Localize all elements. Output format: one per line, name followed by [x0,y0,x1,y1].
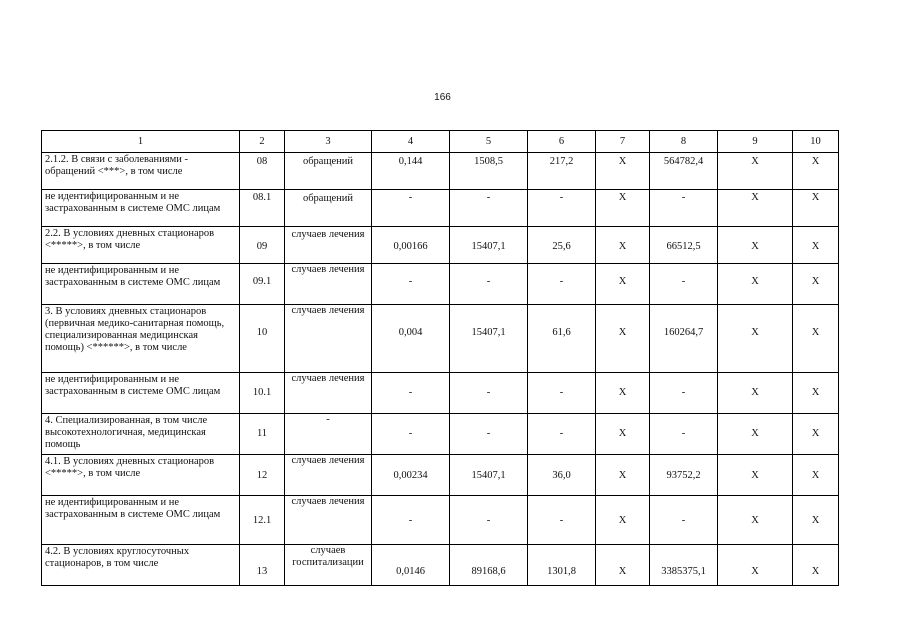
value-cell: 61,6 [528,305,596,373]
value-cell: X [793,190,839,227]
row-label-cell: 4. Специализированная, в том числе высокотехнологичная, медицинская помощь [42,414,240,455]
table-row [42,455,839,496]
unit-cell: случаев лечения [285,455,372,496]
unit-cell: случаев лечения [285,305,372,373]
value-cell: 217,2 [528,153,596,190]
value-cell: 0,00166 [372,227,450,264]
value-cell: X [596,264,650,305]
value-cell: - [650,414,718,455]
unit-cell: - [285,414,372,455]
column-header-5: 5 [450,131,528,153]
value-cell: X [793,455,839,496]
value-cell: 0,00234 [372,455,450,496]
value-cell: X [718,227,793,264]
value-cell: 1508,5 [450,153,528,190]
column-header-7: 7 [596,131,650,153]
value-cell: X [596,414,650,455]
row-label-cell: не идентифицированным и не застрахованным в системе ОМС лицам [42,264,240,305]
value-cell: X [718,264,793,305]
row-code-cell: 10 [240,305,285,373]
value-cell: X [793,227,839,264]
table-row [42,153,839,190]
value-cell: X [596,305,650,373]
unit-cell: случаев лечения [285,264,372,305]
column-header-1: 1 [42,131,240,153]
value-cell: X [718,305,793,373]
value-cell: 25,6 [528,227,596,264]
value-cell: - [372,373,450,414]
value-cell: - [650,496,718,545]
value-cell: 564782,4 [650,153,718,190]
value-cell: X [596,153,650,190]
unit-cell: обращений [285,190,372,227]
value-cell: - [650,373,718,414]
page-number: 166 [434,92,451,103]
row-code-cell: 12 [240,455,285,496]
value-cell: X [793,153,839,190]
value-cell: 0,144 [372,153,450,190]
value-cell: - [450,496,528,545]
value-cell: X [718,455,793,496]
value-cell: 15407,1 [450,227,528,264]
value-cell: X [596,545,650,586]
data-table [41,130,839,586]
column-header-8: 8 [650,131,718,153]
table-row [42,264,839,305]
unit-cell: обращений [285,153,372,190]
table-row [42,227,839,264]
value-cell: - [528,496,596,545]
table-row [42,305,839,373]
value-cell: 15407,1 [450,455,528,496]
row-code-cell: 10.1 [240,373,285,414]
column-header-4: 4 [372,131,450,153]
value-cell: X [718,414,793,455]
row-code-cell: 11 [240,414,285,455]
unit-cell: случаев лечения [285,373,372,414]
value-cell: X [596,455,650,496]
value-cell: X [793,373,839,414]
value-cell: - [372,264,450,305]
value-cell: 89168,6 [450,545,528,586]
value-cell: X [718,373,793,414]
value-cell: - [450,190,528,227]
value-cell: 66512,5 [650,227,718,264]
row-code-cell: 09 [240,227,285,264]
value-cell: 3385375,1 [650,545,718,586]
value-cell: 15407,1 [450,305,528,373]
value-cell: - [528,414,596,455]
value-cell: X [596,190,650,227]
row-label-cell: 4.1. В условиях дневных стационаров <*****>, в том числе [42,455,240,496]
row-code-cell: 12.1 [240,496,285,545]
row-code-cell: 09.1 [240,264,285,305]
column-header-10: 10 [793,131,839,153]
unit-cell: случаев госпитализации [285,545,372,586]
value-cell: - [450,414,528,455]
value-cell: - [528,373,596,414]
column-header-2: 2 [240,131,285,153]
value-cell: - [528,264,596,305]
row-label-cell: 2.2. В условиях дневных стационаров <*****>, в том числе [42,227,240,264]
value-cell: X [793,496,839,545]
value-cell: 160264,7 [650,305,718,373]
row-label-cell: не идентифицированным и не застрахованным в системе ОМС лицам [42,190,240,227]
value-cell: X [793,414,839,455]
value-cell: X [793,545,839,586]
value-cell: 36,0 [528,455,596,496]
value-cell: - [450,264,528,305]
column-header-9: 9 [718,131,793,153]
value-cell: - [450,373,528,414]
value-cell: - [372,414,450,455]
row-label-cell: 3. В условиях дневных стационаров (первичная медико-санитарная помощь, специализированная медицинская помощь) <******>, в том числе [42,305,240,373]
column-header-3: 3 [285,131,372,153]
unit-cell: случаев лечения [285,496,372,545]
value-cell: - [372,190,450,227]
row-label-cell: 4.2. В условиях круглосуточных стационаров, в том числе [42,545,240,586]
value-cell: X [596,496,650,545]
value-cell: 93752,2 [650,455,718,496]
table-row [42,545,839,586]
value-cell: - [650,190,718,227]
table-row [42,190,839,227]
table-row [42,496,839,545]
value-cell: X [718,190,793,227]
table-body [42,131,839,586]
unit-cell: случаев лечения [285,227,372,264]
row-label-cell: не идентифицированным и не застрахованным в системе ОМС лицам [42,373,240,414]
row-code-cell: 08 [240,153,285,190]
table-row [42,414,839,455]
value-cell: - [650,264,718,305]
row-label-cell: 2.1.2. В связи с заболеваниями - обращений <***>, в том числе [42,153,240,190]
value-cell: X [596,227,650,264]
row-code-cell: 08.1 [240,190,285,227]
value-cell: - [372,496,450,545]
row-label-cell: не идентифицированным и не застрахованным в системе ОМС лицам [42,496,240,545]
value-cell: 0,0146 [372,545,450,586]
value-cell: X [718,496,793,545]
value-cell: X [793,264,839,305]
value-cell: X [718,153,793,190]
value-cell: X [718,545,793,586]
column-header-6: 6 [528,131,596,153]
value-cell: X [793,305,839,373]
value-cell: 1301,8 [528,545,596,586]
value-cell: X [596,373,650,414]
value-cell: 0,004 [372,305,450,373]
header-row [42,131,839,153]
table-row [42,373,839,414]
value-cell: - [528,190,596,227]
row-code-cell: 13 [240,545,285,586]
